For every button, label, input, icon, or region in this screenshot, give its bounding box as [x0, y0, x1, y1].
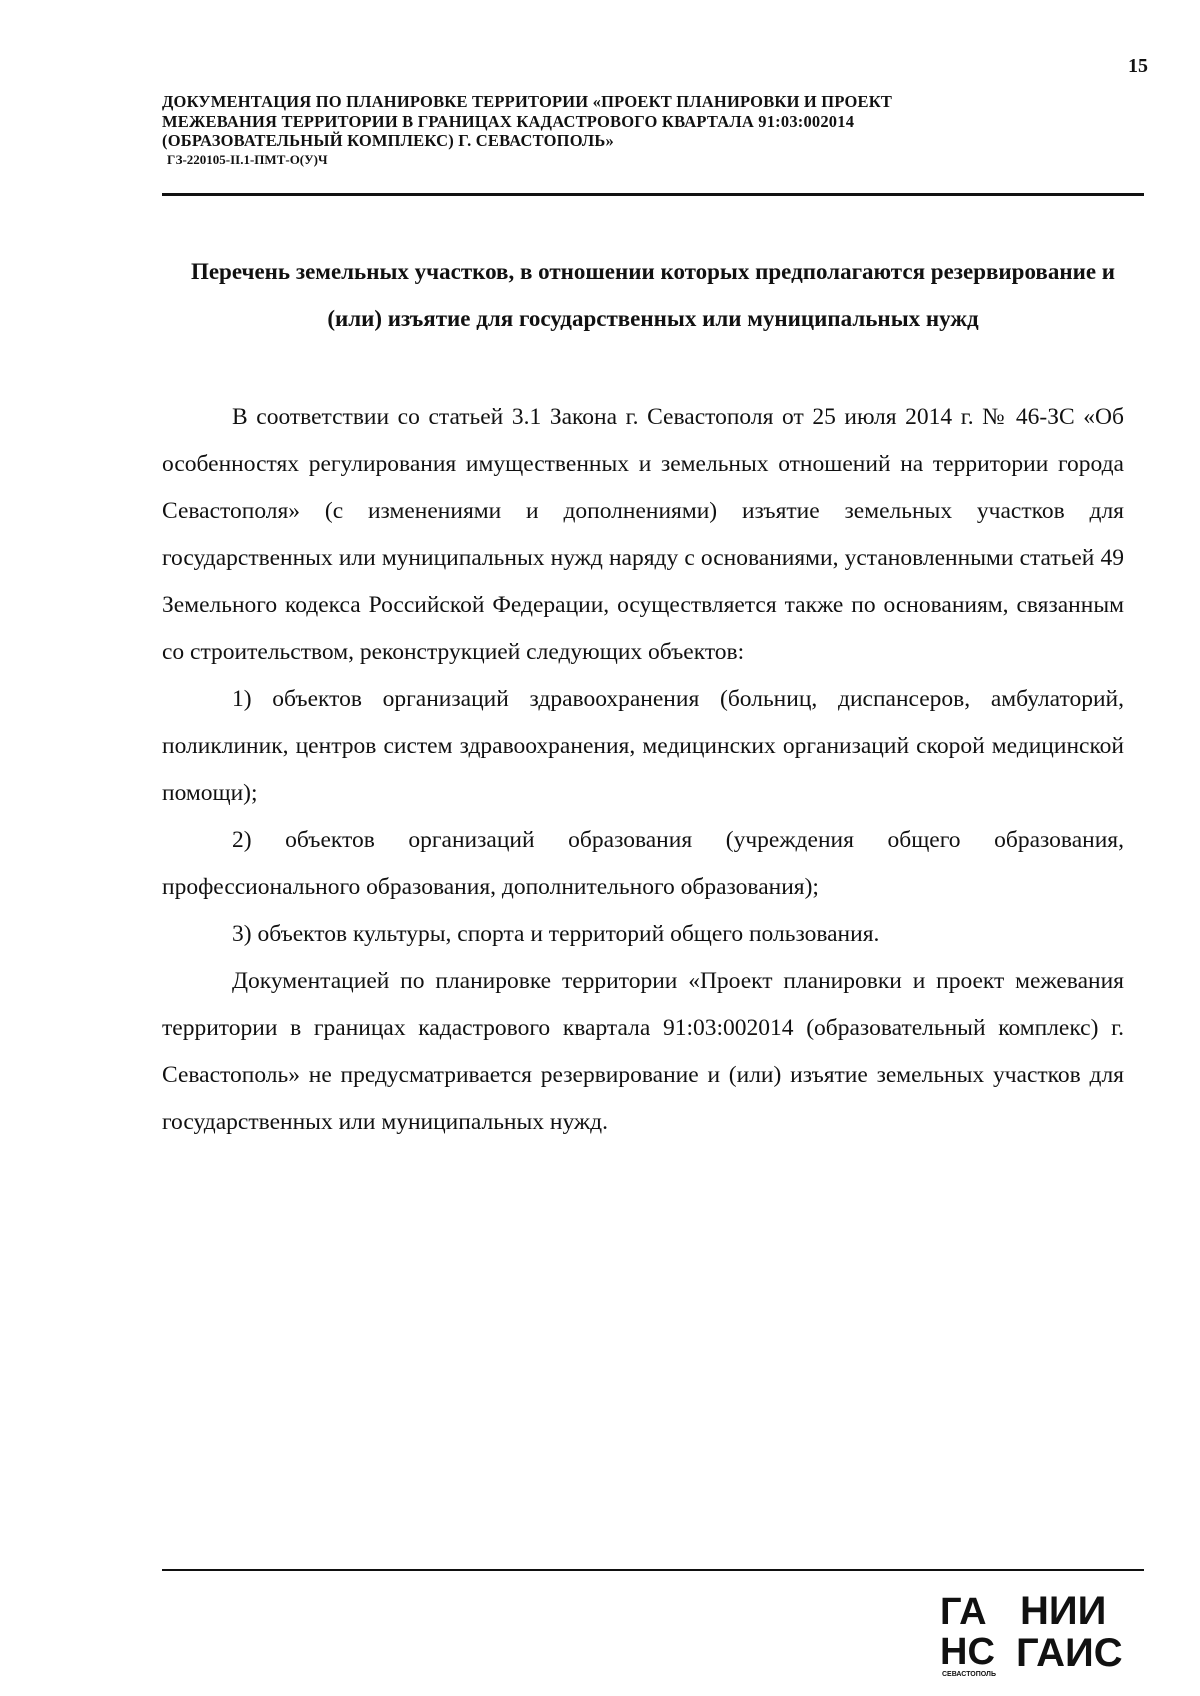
document-code: ГЗ-220105-II.1-ПМТ-О(У)Ч	[167, 151, 328, 167]
section-title: Перечень земельных участков, в отношении которых предполагаются резервирование и (или) изъятие для государственных или муниципальных нужд	[190, 259, 1116, 331]
footer-divider	[162, 1569, 1144, 1571]
paragraph-intro: В соответствии со статьей 3.1 Закона г. Севастополя от 25 июля 2014 г. № 46-ЗС «Об особенностях регулирования имущественных и земельных отношений на территории города Севастополя» (с изменениями и дополнениями) изъятие земельных участков для государственных или муниципальных нужд наряду с основаниями, установленными статьей 49 Земельного кодекса Российской Федерации, осуществляется также по основаниям, связанным со строительством, реконструкцией следующих объектов:	[162, 404, 1124, 665]
list-item-2: 2) объектов организаций образования (учреждения общего образования, профессионального образования, дополнительного образования);	[162, 827, 1124, 900]
list-item-1: 1) объектов организаций здравоохранения (больниц, диспансеров, амбулаторий, поликлиник, центров систем здравоохранения, медицинских организаций скорой медицинской помощи);	[162, 686, 1124, 806]
nii-gais-logo	[938, 1580, 1144, 1678]
logo-mark-bottom: НС	[940, 1631, 995, 1673]
header-line-2: МЕЖЕВАНИЯ ТЕРРИТОРИИ В ГРАНИЦАХ КАДАСТРОВОГО КВАРТАЛА 91:03:002014	[162, 111, 855, 131]
logo-word-top: НИИ	[1020, 1589, 1107, 1633]
logo-word-bottom: ГАИС	[1016, 1631, 1123, 1675]
header-line-1: ДОКУМЕНТАЦИЯ ПО ПЛАНИРОВКЕ ТЕРРИТОРИИ «ПРОЕКТ ПЛАНИРОВКИ И ПРОЕКТ	[162, 92, 893, 111]
paragraph-conclusion: Документацией по планировке территории «Проект планировки и проект межевания территории в границах кадастрового квартала 91:03:002014 (образовательный комплекс) г. Севастополь» не предусматривается резервирование и (или) изъятие земельных участков для государственных или муниципальных нужд.	[162, 968, 1124, 1135]
logo-caption: СЕВАСТОПОЛЬ	[942, 1671, 996, 1678]
header-divider	[162, 193, 1144, 196]
logo-mark-top: ГА	[940, 1591, 987, 1633]
document-header	[162, 92, 1062, 169]
header-line-3: (ОБРАЗОВАТЕЛЬНЫЙ КОМПЛЕКС) Г. СЕВАСТОПОЛЬ»	[162, 131, 614, 150]
page-number: 15	[1128, 55, 1148, 77]
list-item-3: 3) объектов культуры, спорта и территорий общего пользования.	[232, 921, 880, 947]
document-body	[162, 394, 1124, 1146]
